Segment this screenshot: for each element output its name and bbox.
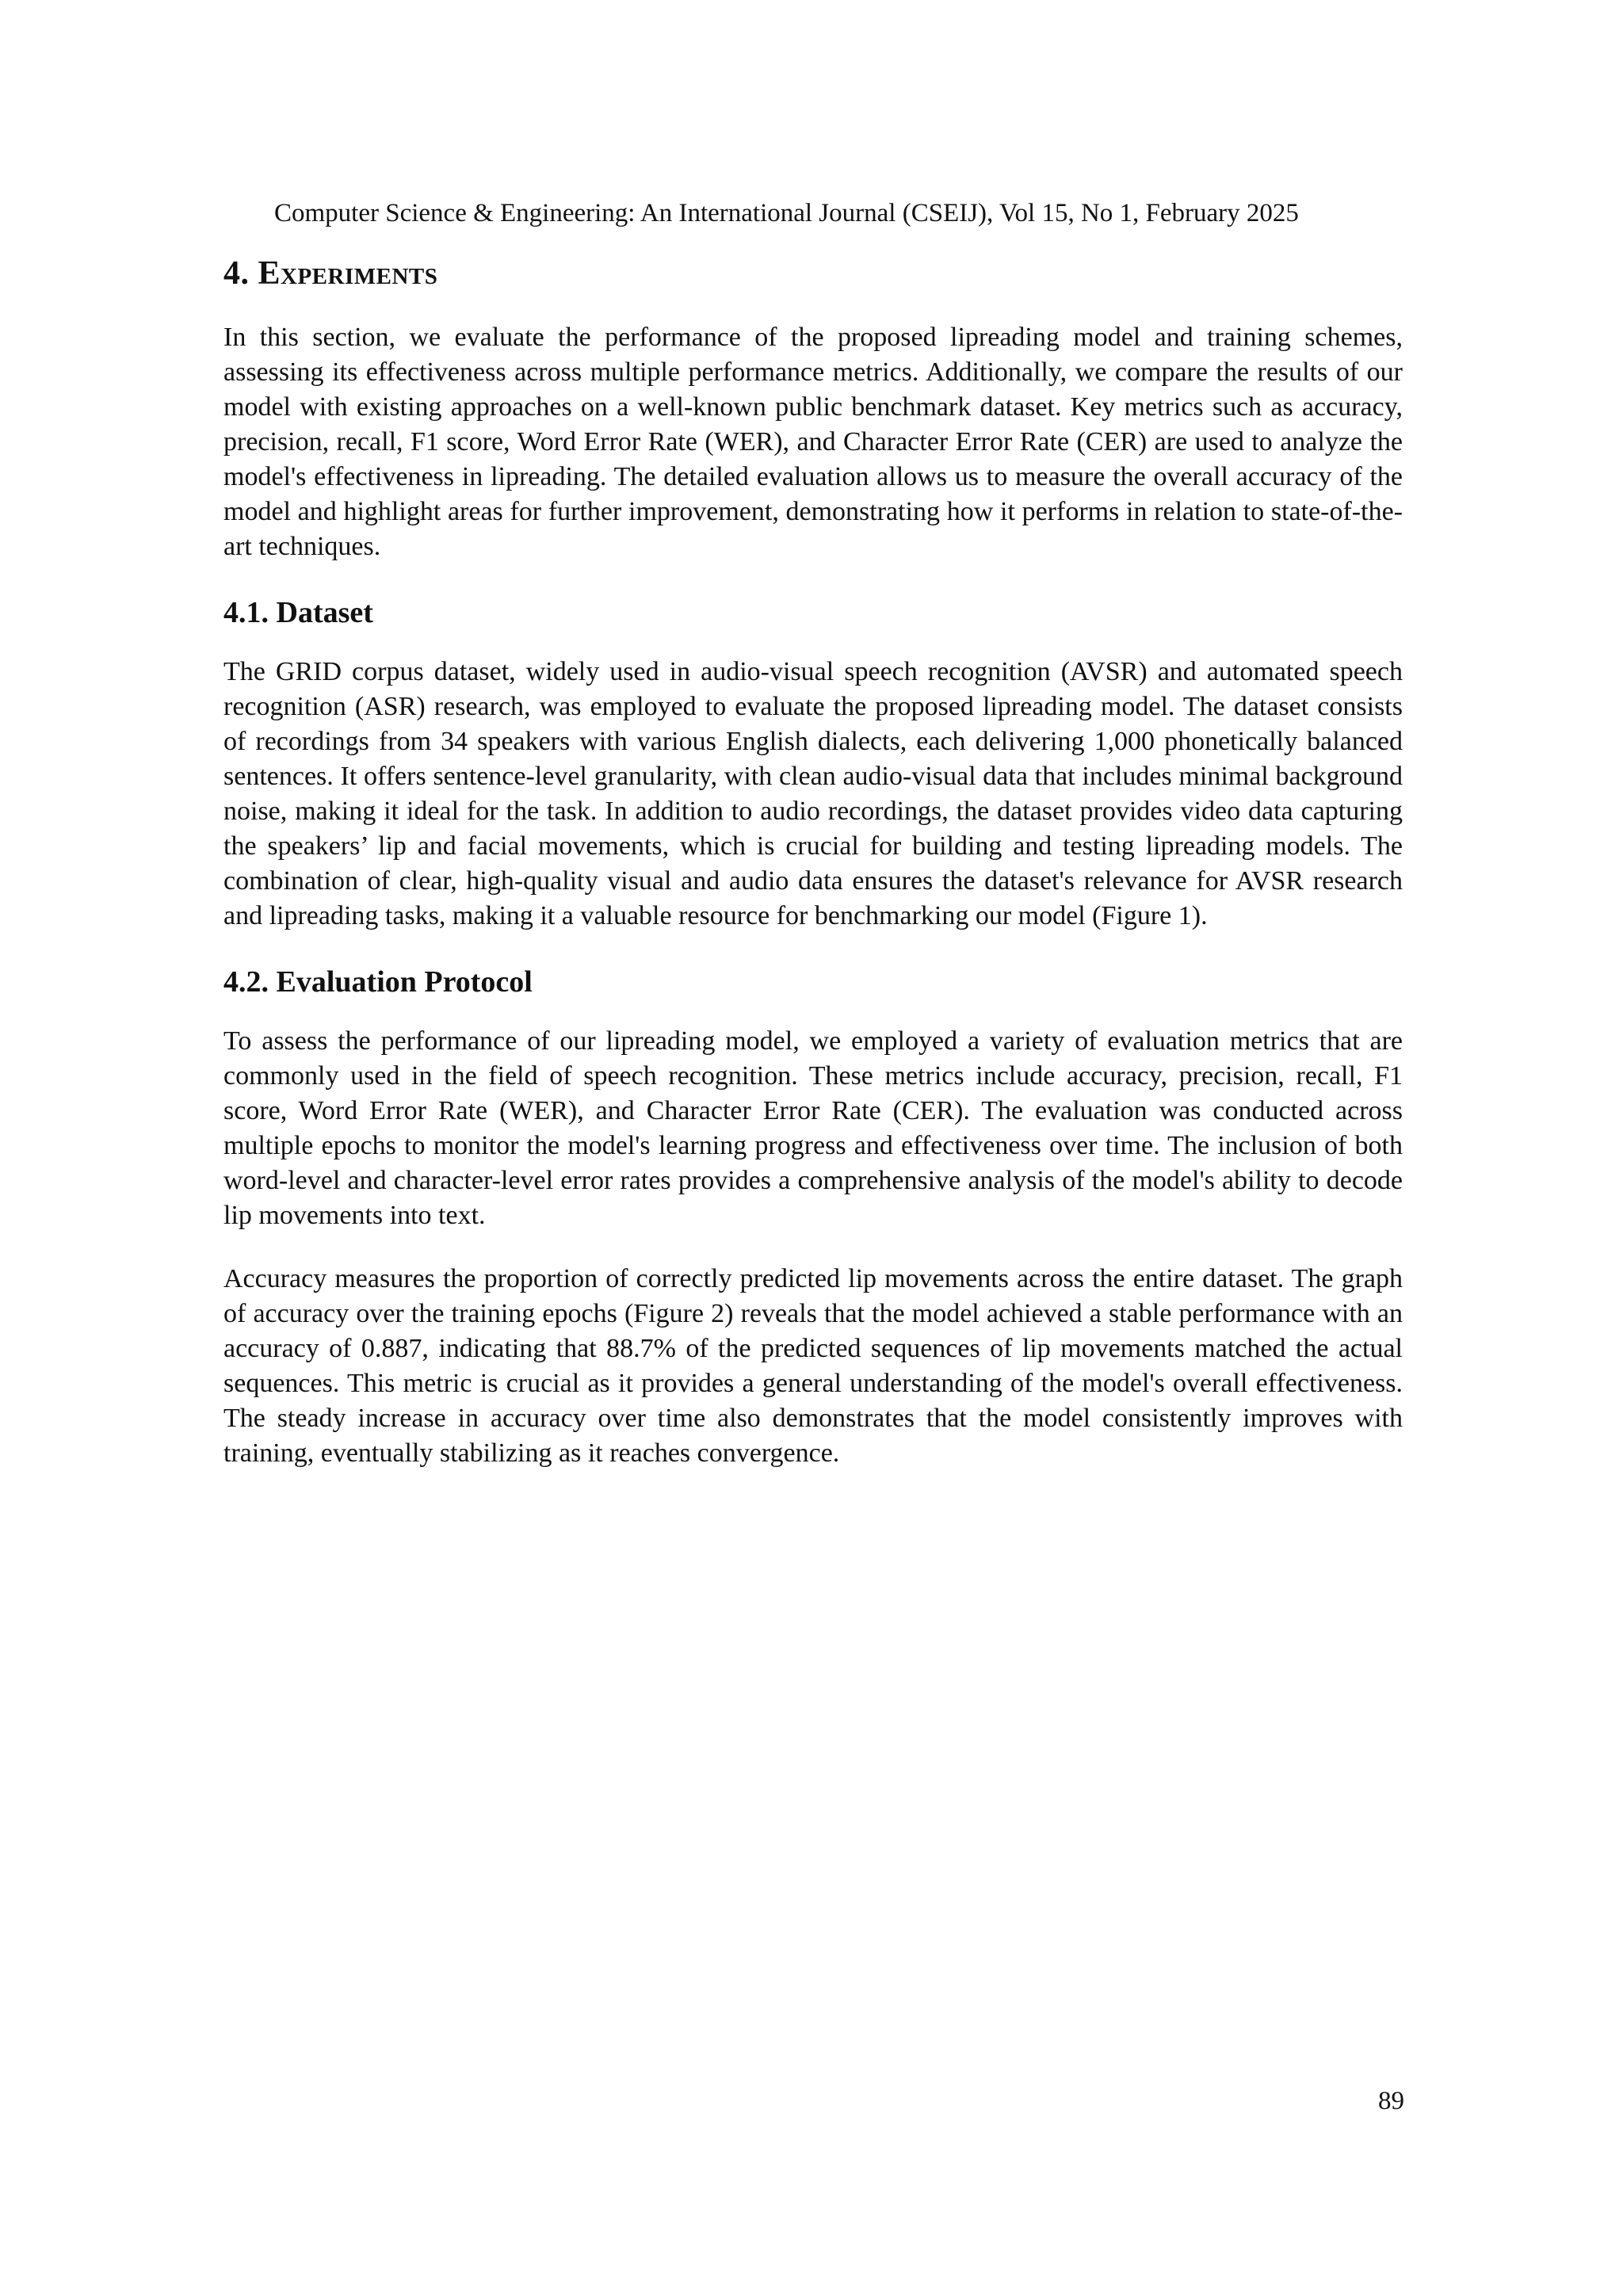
page-content	[223, 252, 1403, 1499]
section-intro-paragraph: In this section, we evaluate the performance of the proposed lipreading model and training schemes, assessing its effectiveness across multiple performance metrics. Additionally, we compare the results of our model with existing approaches on a well-known public benchmark dataset. Key metrics such as accuracy, precision, recall, F1 score, Word Error Rate (WER), and Character Error Rate (CER) are used to analyze the model's effectiveness in lipreading. The detailed evaluation allows us to measure the overall accuracy of the model and highlight areas for further improvement, demonstrating how it performs in relation to state-of-the-art techniques.	[223, 323, 1403, 561]
evaluation-paragraph-accuracy: Accuracy measures the proportion of correctly predicted lip movements across the entire dataset. The graph of accuracy over the training epochs (Figure 2) reveals that the model achieved a stable performance with an accuracy of 0.887, indicating that 88.7% of the predicted sequences of lip movements matched the actual sequences. This metric is crucial as it provides a general understanding of the model's overall effectiveness. The steady increase in accuracy over time also demonstrates that the model consistently improves with training, eventually stabilizing as it reaches convergence.	[223, 1264, 1403, 1468]
evaluation-paragraph-metrics: To assess the performance of our lipreading model, we employed a variety of evaluation metrics that are commonly used in the field of speech recognition. These metrics include accuracy, precision, recall, F1 score, Word Error Rate (WER), and Character Error Rate (CER). The evaluation was conducted across multiple epochs to monitor the model's learning progress and effectiveness over time. The inclusion of both word-level and character-level error rates provides a comprehensive analysis of the model's ability to decode lip movements into text.	[223, 1026, 1403, 1230]
running-header: Computer Science & Engineering: An International Journal (CSEIJ), Vol 15, No 1, February 2025	[274, 199, 1299, 227]
section-title: 4. Experiments	[223, 255, 438, 292]
subsection-title-evaluation-protocol: 4.2. Evaluation Protocol	[223, 965, 533, 999]
subsection-title-dataset: 4.1. Dataset	[223, 596, 373, 629]
dataset-paragraph: The GRID corpus dataset, widely used in audio-visual speech recognition (AVSR) and automated speech recognition (ASR) research, was employed to evaluate the proposed lipreading model. The dataset consists of recordings from 34 speakers with various English dialects, each delivering 1,000 phonetically balanced sentences. It offers sentence-level granularity, with clean audio-visual data that includes minimal background noise, making it ideal for the task. In addition to audio recordings, the dataset provides video data capturing the speakers’ lip and facial movements, which is crucial for building and testing lipreading models. The combination of clear, high-quality visual and audio data ensures the dataset's relevance for AVSR research and lipreading tasks, making it a valuable resource for benchmarking our model (Figure 1).	[223, 657, 1403, 930]
page-number: 89	[1378, 2087, 1404, 2115]
